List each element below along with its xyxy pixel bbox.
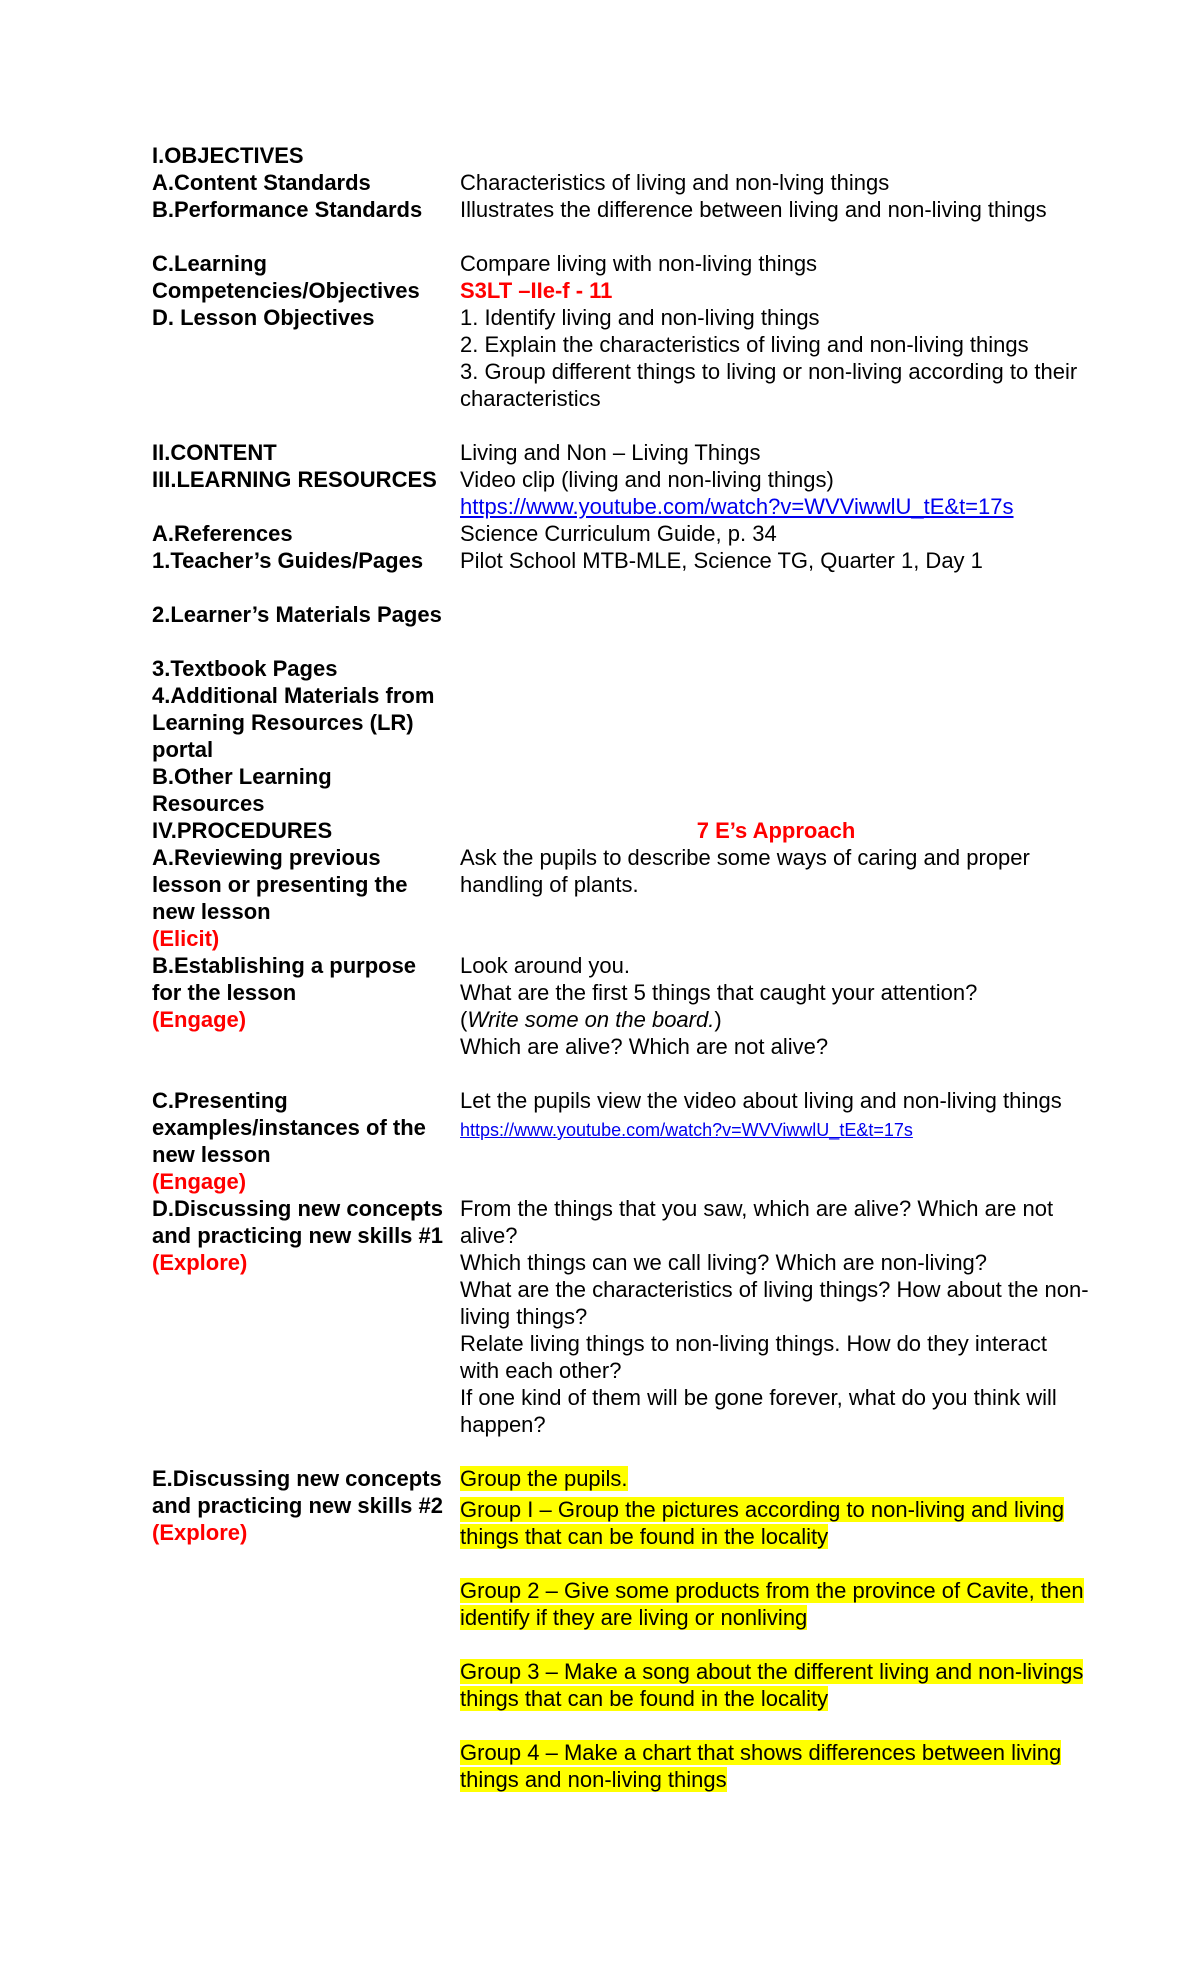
procedure-d-title: D.Discussing new concepts and practicing new skills #1	[152, 1196, 443, 1248]
procedure-c-phase: (Engage)	[152, 1169, 247, 1194]
procedure-a-phase: (Elicit)	[152, 926, 220, 951]
objective-item: 2. Explain the characteristics of living and non-living things	[460, 332, 1029, 357]
competency-text: Compare living with non-living things	[460, 251, 818, 276]
learning-competencies-label: C.Learning Competencies/Objectives	[152, 251, 420, 303]
references-label: A.References	[152, 521, 293, 546]
lesson-objectives-label: D. Lesson Objectives	[152, 305, 375, 330]
procedure-d-line: Which things can we call living? Which are non-living?	[460, 1250, 988, 1275]
procedure-c-label	[152, 1087, 450, 1195]
paren-open: (	[460, 1007, 468, 1032]
learning-resources-value	[460, 466, 1092, 520]
procedure-b-line	[460, 1006, 1092, 1033]
procedure-c-youtube-link[interactable]: https://www.youtube.com/watch?v=WVViwwlU_tE&t=17s	[460, 1120, 913, 1140]
procedure-d-line: If one kind of them will be gone forever, what do you think will happen?	[460, 1385, 1057, 1437]
content-label: II.CONTENT	[152, 440, 277, 465]
group-1-task: Group I – Group the pictures according to non-living and living things that can be found in the locality	[460, 1497, 1065, 1549]
content-standards-value: Characteristics of living and non-lving things	[460, 170, 890, 195]
procedure-b-phase: (Engage)	[152, 1007, 247, 1032]
procedure-d-line: What are the characteristics of living things? How about the non-living things?	[460, 1277, 1089, 1329]
learners-materials-label: 2.Learner’s Materials Pages	[152, 602, 442, 627]
content-value: Living and Non – Living Things	[460, 440, 761, 465]
objective-item: 3. Group different things to living or non-living according to their characteristics	[460, 359, 1078, 411]
performance-standards-value: Illustrates the difference between living and non-living things	[460, 197, 1047, 222]
board-instruction: Write some on the board.	[467, 1007, 715, 1032]
procedure-d-phase: (Explore)	[152, 1250, 248, 1275]
additional-materials-label: 4.Additional Materials from Learning Resources (LR) portal	[152, 683, 435, 762]
procedure-b-line: Which are alive? Which are not alive?	[460, 1034, 829, 1059]
procedure-b-label	[152, 952, 450, 1033]
group-intro: Group the pupils.	[460, 1466, 628, 1491]
objective-item: 1. Identify living and non-living things	[460, 305, 820, 330]
group-3-task: Group 3 – Make a song about the different living and non-livings things that can be found in the locality	[460, 1659, 1084, 1711]
procedure-c-value	[460, 1087, 1092, 1145]
performance-standards-label: B.Performance Standards	[152, 197, 423, 222]
procedure-c-text: Let the pupils view the video about living and non-living things	[460, 1088, 1062, 1113]
competency-code: S3LT –IIe-f - 11	[460, 278, 613, 303]
group-4-task: Group 4 – Make a chart that shows differences between living things and non-living things	[460, 1740, 1062, 1792]
learning-resources-label: III.LEARNING RESOURCES	[152, 467, 437, 492]
teachers-guides-label: 1.Teacher’s Guides/Pages	[152, 548, 424, 573]
content-standards-label: A.Content Standards	[152, 170, 371, 195]
procedure-d-line: Relate living things to non-living things. How do they interact with each other?	[460, 1331, 1047, 1383]
procedure-a-title: A.Reviewing previous lesson or presenting the new lesson	[152, 845, 408, 924]
procedure-a-label	[152, 844, 450, 952]
procedure-d-line: From the things that you saw, which are alive? Which are not alive?	[460, 1196, 1054, 1248]
references-value: Science Curriculum Guide, p. 34	[460, 521, 777, 546]
learning-competencies-value	[460, 250, 1092, 304]
procedure-b-line: Look around you.	[460, 953, 631, 978]
procedure-e-value	[460, 1465, 1092, 1793]
video-clip-text: Video clip (living and non-living things)	[460, 467, 834, 492]
procedure-b-line: What are the first 5 things that caught your attention?	[460, 980, 978, 1005]
procedure-e-title: E.Discussing new concepts and practicing new skills #2	[152, 1466, 443, 1518]
other-resources-label: B.Other Learning Resources	[152, 764, 332, 816]
procedure-d-value	[460, 1195, 1092, 1438]
approach-title: 7 E’s Approach	[696, 818, 856, 843]
procedure-e-label	[152, 1465, 450, 1546]
textbook-pages-label: 3.Textbook Pages	[152, 656, 338, 681]
lesson-objectives-list	[460, 304, 1092, 412]
procedure-b-title: B.Establishing a purpose for the lesson	[152, 953, 417, 1005]
procedure-a-value: Ask the pupils to describe some ways of caring and proper handling of plants.	[460, 845, 1030, 897]
youtube-link[interactable]: https://www.youtube.com/watch?v=WVViwwlU_tE&t=17s	[460, 494, 1014, 519]
objectives-heading: I.OBJECTIVES	[152, 143, 304, 168]
teachers-guides-value: Pilot School MTB-MLE, Science TG, Quarter 1, Day 1	[460, 548, 983, 573]
procedure-b-value	[460, 952, 1092, 1060]
paren-close: )	[714, 1007, 722, 1032]
procedure-c-title: C.Presenting examples/instances of the new lesson	[152, 1088, 426, 1167]
procedures-label: IV.PROCEDURES	[152, 818, 333, 843]
group-2-task: Group 2 – Give some products from the province of Cavite, then identify if they are living or nonliving	[460, 1578, 1084, 1630]
procedure-e-phase: (Explore)	[152, 1520, 248, 1545]
procedure-d-label	[152, 1195, 450, 1276]
